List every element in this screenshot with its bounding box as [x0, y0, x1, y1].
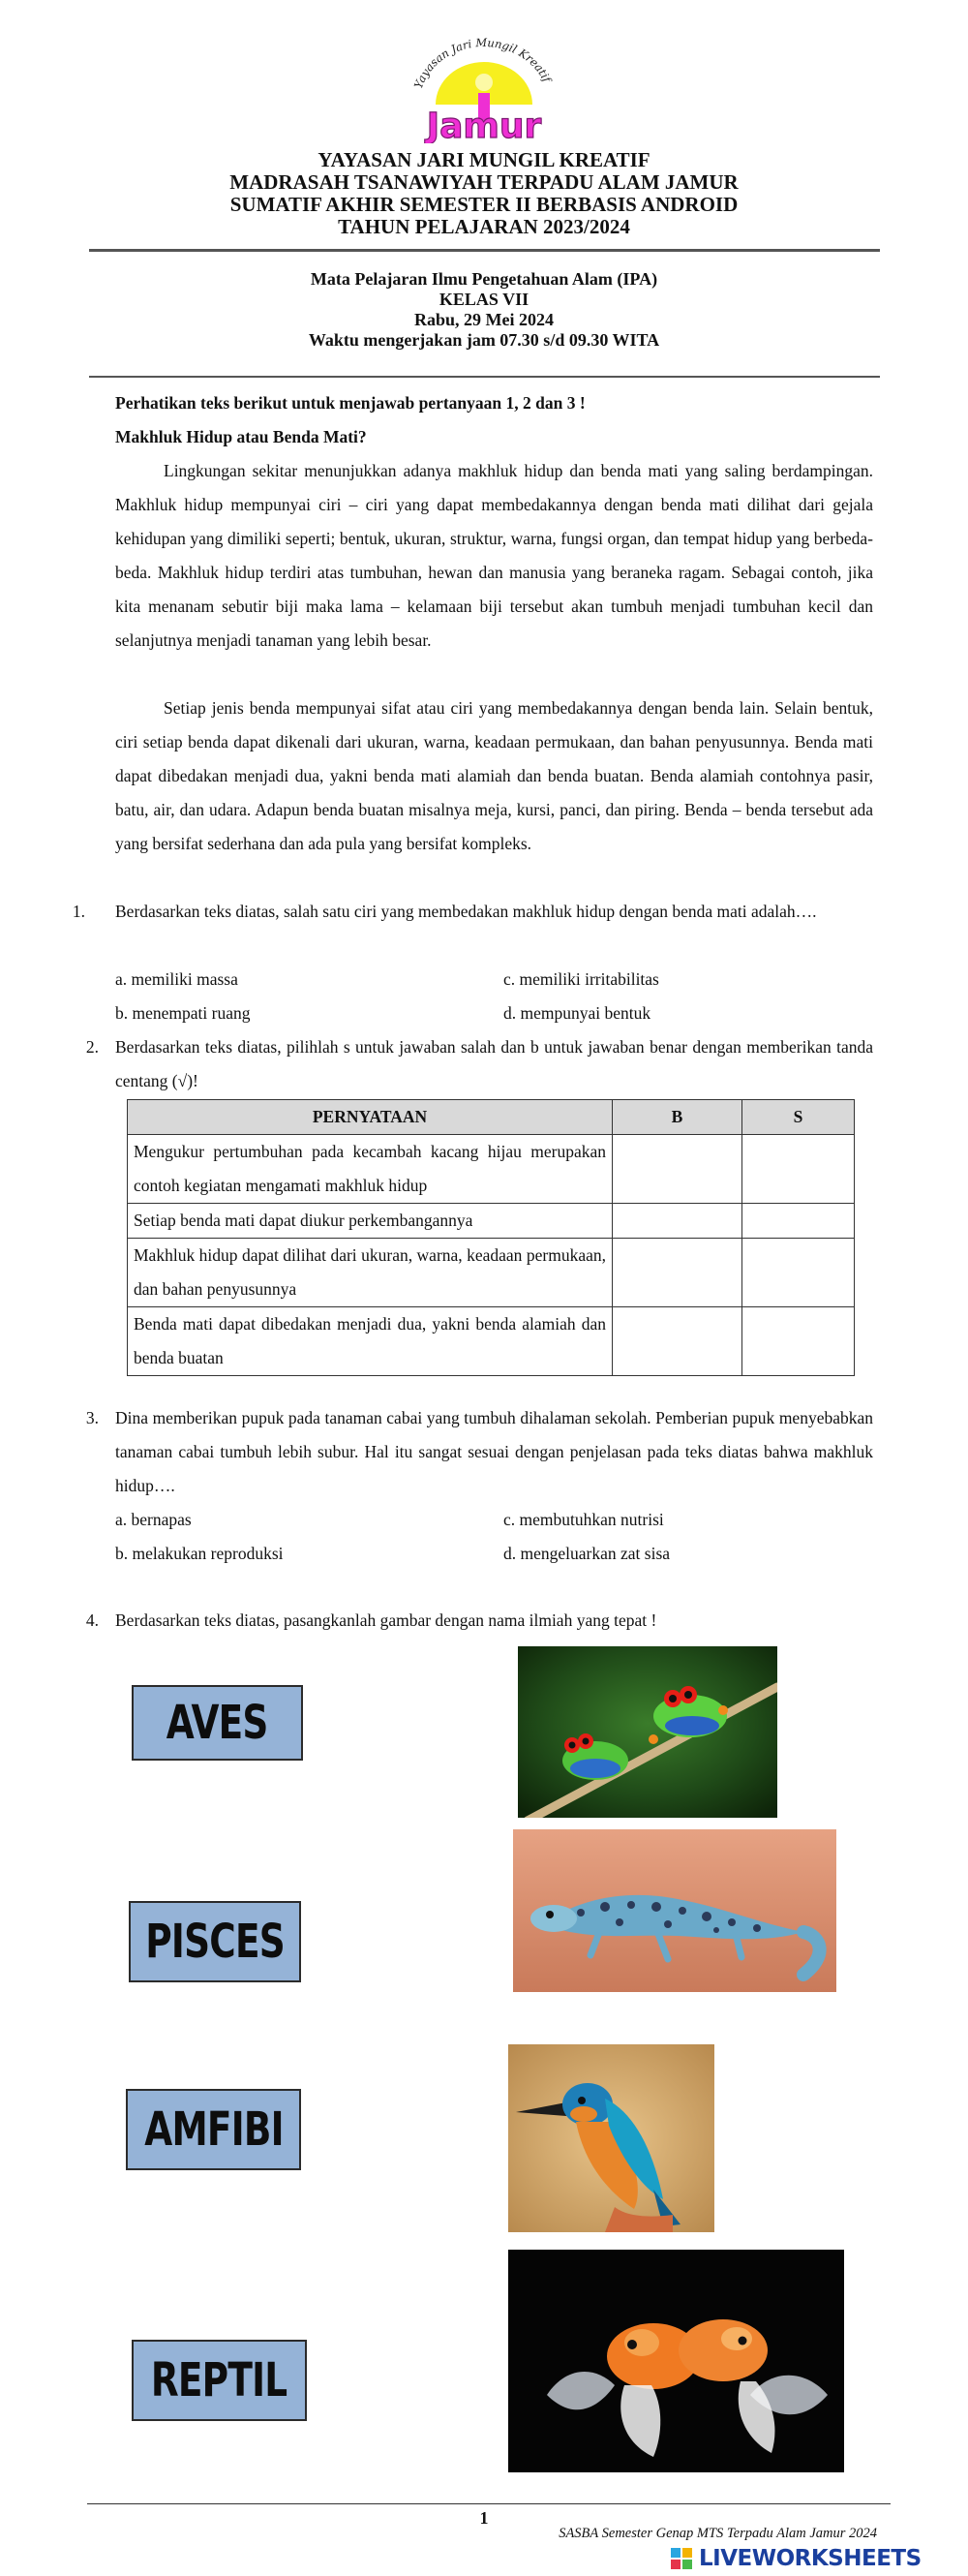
true-checkbox-cell[interactable] — [613, 1204, 742, 1239]
question-1-text: Berdasarkan teks diatas, salah satu ciri yang membedakan makhluk hidup dengan benda mati adalah…. — [115, 902, 817, 921]
statement-cell: Setiap benda mati dapat diukur perkembangannya — [128, 1204, 613, 1239]
false-checkbox-cell[interactable] — [742, 1239, 855, 1307]
match-label-aves[interactable]: AVES — [132, 1685, 303, 1761]
reading-title: Makhluk Hidup atau Benda Mati? — [115, 427, 367, 446]
header-divider-top — [89, 249, 880, 252]
question-1-option-b[interactable]: b. menempati ruang — [115, 1003, 251, 1023]
table-row — [128, 1239, 855, 1307]
liveworksheets-wordmark: LIVEWORKSHEETS — [699, 2546, 922, 2571]
statement-table — [127, 1099, 855, 1376]
question-4-text: Berdasarkan teks diatas, pasangkanlah gambar dengan nama ilmiah yang tepat ! — [115, 1610, 657, 1630]
time-line: Waktu mengerjakan jam 07.30 s/d 09.30 WITA — [308, 330, 660, 350]
true-checkbox-cell[interactable] — [613, 1307, 742, 1376]
subject-line: Mata Pelajaran Ilmu Pengetahuan Alam (IPA) — [310, 269, 658, 289]
question-1-option-a[interactable]: a. memiliki massa — [115, 969, 238, 989]
goldfish-picture[interactable] — [508, 2250, 844, 2472]
class-line: KELAS VII — [439, 290, 529, 309]
question-3-number: 3. — [85, 1408, 99, 1427]
question-3-text: Dina memberikan pupuk pada tanaman cabai yang tumbuh dihalaman sekolah. Pemberian pupuk menyebabkan tanaman cabai tumbuh lebih subur. Hal itu sangat sesuai dengan penjelasan pada teks diatas bahwa makhluk hidup…. — [115, 1408, 873, 1495]
question-1-option-d[interactable]: d. mempunyai bentuk — [503, 1003, 651, 1023]
question-1-number: 1. — [72, 902, 85, 921]
foundation-name: YAYASAN JARI MUNGIL KREATIF — [318, 148, 650, 171]
frog-picture[interactable] — [518, 1646, 777, 1818]
footer-note: SASBA Semester Genap MTS Terpadu Alam Jamur 2024 — [559, 2526, 877, 2541]
table-row — [128, 1204, 855, 1239]
question-3-option-d[interactable]: d. mengeluarkan zat sisa — [503, 1544, 671, 1563]
match-label-amfibi[interactable]: AMFIBI — [126, 2089, 301, 2170]
footer-divider — [87, 2503, 891, 2504]
false-checkbox-cell[interactable] — [742, 1135, 855, 1204]
reading-instruction: Perhatikan teks berikut untuk menjawab pertanyaan 1, 2 dan 3 ! — [115, 393, 586, 413]
true-checkbox-cell[interactable] — [613, 1239, 742, 1307]
match-label-reptil[interactable]: REPTIL — [132, 2340, 307, 2421]
page-number: 1 — [479, 2508, 489, 2528]
false-checkbox-cell[interactable] — [742, 1204, 855, 1239]
gecko-picture[interactable] — [513, 1829, 836, 1992]
statement-cell: Makhluk hidup dapat dilihat dari ukuran, warna, keadaan permukaan, dan bahan penyusunnya — [128, 1239, 613, 1307]
false-checkbox-cell[interactable] — [742, 1307, 855, 1376]
school-name: MADRASAH TSANAWIYAH TERPADU ALAM JAMUR — [229, 170, 739, 194]
reading-paragraph-2: Setiap jenis benda mempunyai sifat atau ciri yang membedakannya dengan benda lain. Selain bentuk, ciri setiap benda dapat dikenali dari ukuran, warna, keadaan permukaan, dan bahan penyusunnya. Benda mati dapat dibedakan menjadi dua, yakni benda mati alamiah dan benda buatan. Benda alamiah contohnya pasir, batu, air, dan udara. Adapun benda buatan misalnya meja, kursi, panci, dan piring. Benda – benda tersebut ada yang bersifat sederhana dan ada pula yang bersifat kompleks. — [115, 698, 873, 853]
true-checkbox-cell[interactable] — [613, 1135, 742, 1204]
logo-word: Jamur — [426, 107, 542, 143]
question-2-text: Berdasarkan teks diatas, pilihlah s untuk jawaban salah dan b untuk jawaban benar dengan memberikan tanda centang (√)! — [115, 1037, 873, 1090]
column-header-statement: PERNYATAAN — [128, 1100, 613, 1135]
column-header-false: S — [742, 1100, 855, 1135]
question-1-option-c[interactable]: c. memiliki irritabilitas — [503, 969, 659, 989]
liveworksheets-brand[interactable] — [670, 2545, 960, 2572]
statement-cell: Benda mati dapat dibedakan menjadi dua, yakni benda alamiah dan benda buatan — [128, 1307, 613, 1376]
statement-cell: Mengukur pertumbuhan pada kecambah kacang hijau merupakan contoh kegiatan mengamati makhluk hidup — [128, 1135, 613, 1204]
liveworksheets-logo-icon — [670, 2547, 693, 2570]
question-3-option-b[interactable]: b. melakukan reproduksi — [115, 1544, 284, 1563]
question-4-number: 4. — [85, 1610, 99, 1630]
date-line: Rabu, 29 Mei 2024 — [414, 310, 554, 329]
table-row — [128, 1135, 855, 1204]
exam-title: SUMATIF AKHIR SEMESTER II BERBASIS ANDROID — [229, 193, 739, 216]
column-header-true: B — [613, 1100, 742, 1135]
question-3-option-a[interactable]: a. bernapas — [115, 1510, 192, 1529]
kingfisher-picture[interactable] — [508, 2044, 714, 2232]
logo-arc-text: Yayasan Jari Mungil Kreatif — [410, 35, 555, 91]
question-3-option-c[interactable]: c. membutuhkan nutrisi — [503, 1510, 664, 1529]
question-2-number: 2. — [85, 1037, 99, 1057]
school-logo — [382, 29, 586, 143]
table-header-row — [128, 1100, 855, 1135]
academic-year: TAHUN PELAJARAN 2023/2024 — [338, 215, 630, 238]
match-label-pisces[interactable]: PISCES — [129, 1901, 301, 1982]
table-row — [128, 1307, 855, 1376]
header-divider-bottom — [89, 376, 880, 378]
reading-paragraph-1: Lingkungan sekitar menunjukkan adanya makhluk hidup dan benda mati yang saling berdampingan. Makhluk hidup mempunyai ciri – ciri yang dapat membedakannya dengan benda mati dilihat dari gejala kehidupan yang dimiliki seperti; bentuk, ukuran, struktur, warna, fungsi organ, dan tempat hidup yang berbeda-beda. Makhluk hidup terdiri atas tumbuhan, hewan dan manusia yang beraneka ragam. Sebagai contoh, jika kita menanam sebutir biji maka lama – kelamaan biji tersebut akan tumbuh menjadi tumbuhan kecil dan selanjutnya menjadi tanaman yang lebih besar. — [115, 461, 873, 650]
